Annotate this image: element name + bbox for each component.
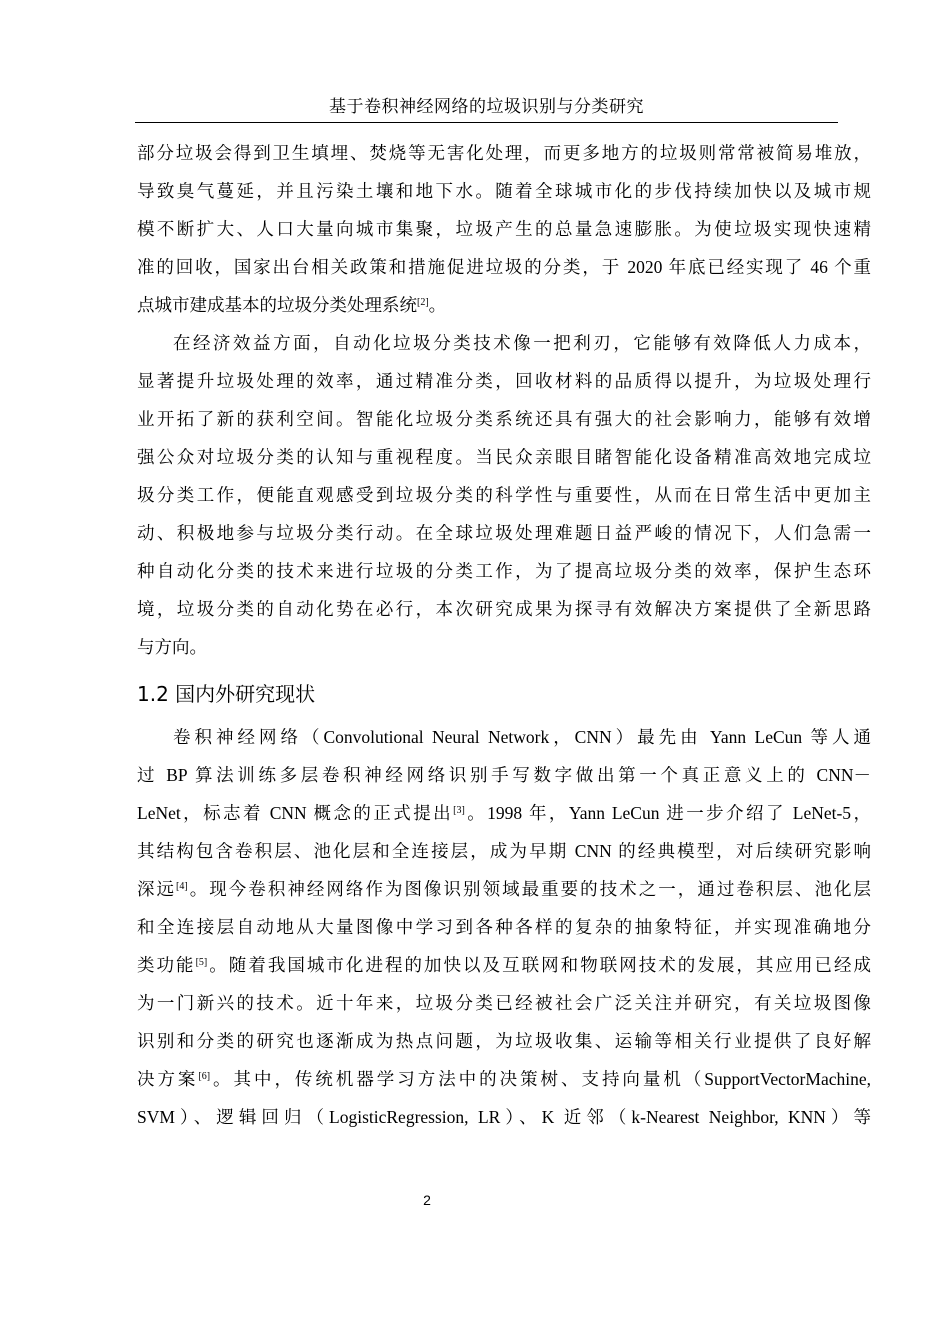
text-line: 与方向。: [137, 637, 207, 657]
text-line: 动、积极地参与垃圾分类行动。在全球垃圾处理难题日益严峻的情况下，人们急需一: [137, 523, 871, 543]
text-line: 强公众对垃圾分类的认知与重视程度。当民众亲眼目睹智能化设备精准高效地完成垃: [137, 447, 871, 467]
text-line: 显著提升垃圾处理的效率，通过精准分类，回收材料的品质得以提升，为垃圾处理行: [137, 371, 871, 391]
text-line: 业开拓了新的获利空间。智能化垃圾分类系统还具有强大的社会影响力，能够有效增: [137, 409, 871, 429]
page-body: [137, 134, 871, 1136]
text-span: 。其中，传统机器学习方法中的决策树、支持向量机（SupportVectorMachine,: [210, 1069, 871, 1089]
text-line: 境，垃圾分类的自动化势在必行，本次研究成果为探寻有效解决方案提供了全新思路: [137, 599, 871, 619]
text-span: 。现今卷积神经网络作为图像识别领域最重要的技术之一，通过卷积层、池化层: [187, 879, 871, 899]
text-span: 类功能: [137, 955, 196, 975]
text-span: 决方案: [137, 1069, 199, 1089]
text-line: 模不断扩大、人口大量向城市集聚，垃圾产生的总量急速膨胀。为使垃圾实现快速精: [137, 219, 871, 239]
paragraph-economic-benefits: [137, 324, 871, 666]
section-heading: 1.2 国内外研究现状: [137, 682, 316, 706]
text-span: 。随着我国城市化进程的加快以及互联网和物联网技术的发展，其应用已经成: [207, 955, 872, 975]
citation-5: [5]: [195, 957, 208, 968]
text-line: [137, 1060, 871, 1098]
text-span: 深远: [137, 879, 177, 899]
text-line: 过 BP 算法训练多层卷积神经网络识别手写数字做出第一个真正意义上的 CNN－: [137, 765, 871, 785]
text-line: [137, 794, 871, 832]
text-line: 种自动化分类的技术来进行垃圾的分类工作，为了提高垃圾分类的效率，保护生态环: [137, 561, 871, 581]
text-line: 圾分类工作，便能直观感受到垃圾分类的科学性与重要性，从而在日常生活中更加主: [137, 485, 871, 505]
text-line: 部分垃圾会得到卫生填埋、焚烧等无害化处理，而更多地方的垃圾则常常被简易堆放，: [137, 143, 871, 163]
text-line: 卷积神经网络（Convolutional Neural Network，CNN）最先由 Yann LeCun 等人通: [173, 727, 871, 747]
citation-2: [2]: [417, 297, 429, 308]
running-header-title: 基于卷积神经网络的垃圾识别与分类研究: [329, 97, 644, 116]
header-rule: [135, 122, 838, 123]
text-line: 导致臭气蔓延，并且污染土壤和地下水。随着全球城市化的步伐持续加快以及城市规: [137, 181, 871, 201]
text-line: 识别和分类的研究也逐渐成为热点问题，为垃圾收集、运输等相关行业提供了良好解: [137, 1031, 871, 1051]
citation-6: [6]: [198, 1071, 211, 1082]
citation-4: [4]: [176, 881, 188, 892]
text-line: 在经济效益方面，自动化垃圾分类技术像一把利刃，它能够有效降低人力成本，: [173, 333, 871, 353]
text-line: [137, 946, 871, 984]
text-span: 。: [428, 295, 447, 315]
page-number: 2: [423, 1192, 431, 1208]
paragraph-continuation: [137, 134, 871, 324]
text-line: 准的回收，国家出台相关政策和措施促进垃圾的分类，于 2020 年底已经实现了 46 个重: [137, 257, 871, 277]
text-line: [137, 870, 871, 908]
text-line: 其结构包含卷积层、池化层和全连接层，成为早期 CNN 的经典模型，对后续研究影响: [137, 841, 871, 861]
text-span: LeNet，标志着 CNN 概念的正式提出: [137, 803, 454, 823]
paragraph-cnn-background: [137, 718, 871, 1136]
text-span: 点城市建成基本的垃圾分类处理系统: [137, 295, 417, 315]
text-span: 。1998 年，Yann LeCun 进一步介绍了 LeNet-5，: [464, 803, 871, 823]
text-line: 和全连接层自动地从大量图像中学习到各种各样的复杂的抽象特征，并实现准确地分: [137, 917, 871, 937]
text-line: 为一门新兴的技术。近十年来，垃圾分类已经被社会广泛关注并研究，有关垃圾图像: [137, 993, 871, 1013]
text-line: [137, 286, 871, 324]
citation-3: [3]: [453, 805, 465, 816]
text-line: SVM）、逻辑回归（LogisticRegression, LR）、K 近邻（k-Nearest Neighbor, KNN）等: [137, 1107, 871, 1127]
